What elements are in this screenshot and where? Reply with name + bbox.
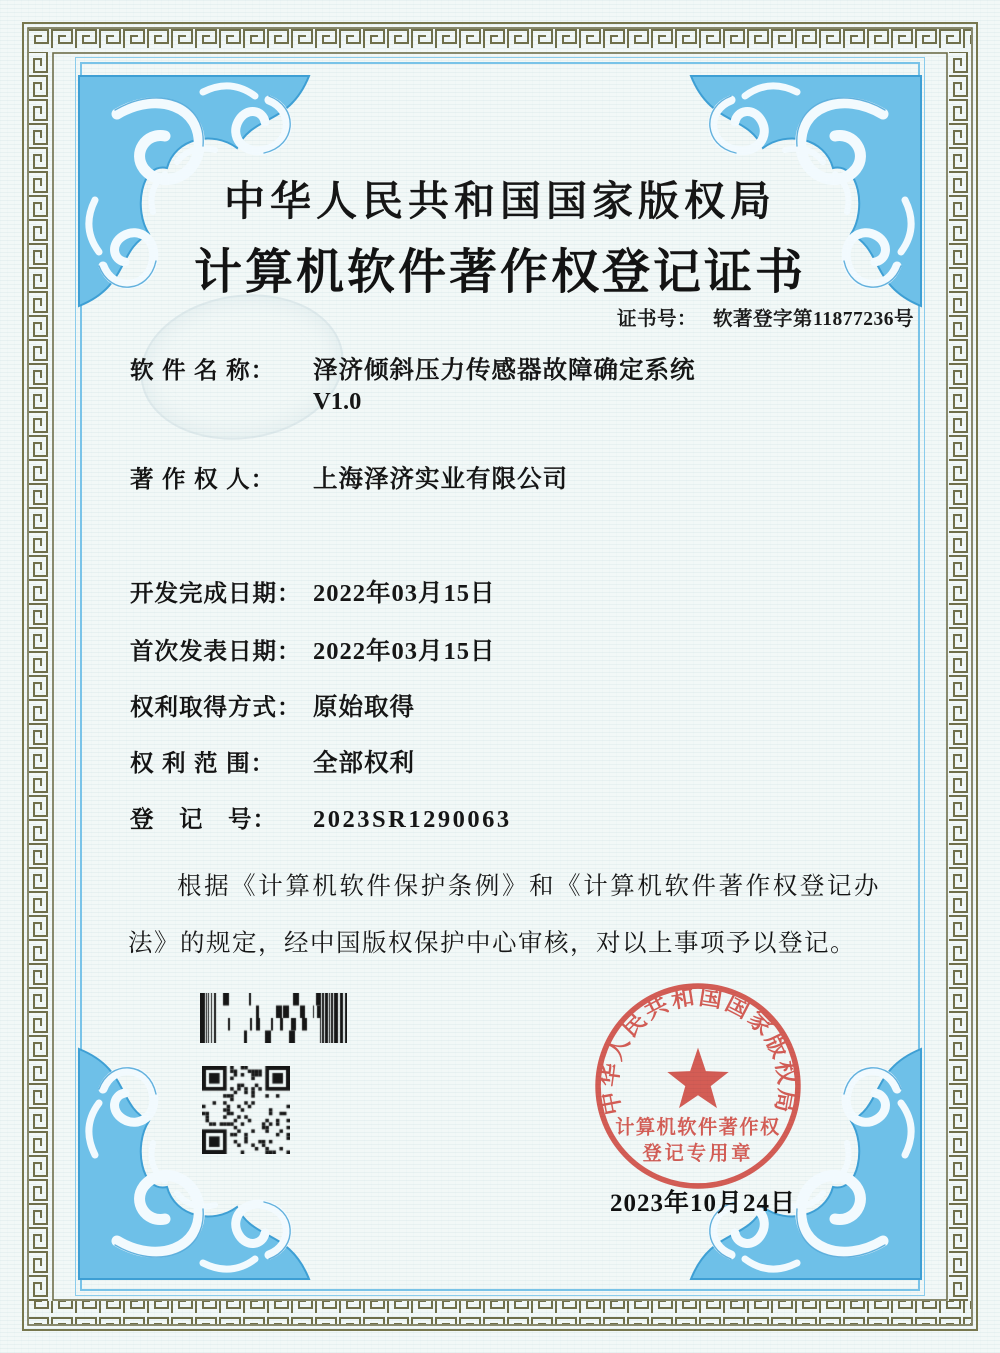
certificate-number-label: 证书号： bbox=[617, 309, 698, 330]
field-value-rights-scope: 全部权利 bbox=[313, 750, 415, 777]
qr-code-image bbox=[202, 1066, 290, 1154]
seal-line1: 计算机软件著作权 bbox=[615, 1117, 781, 1139]
official-seal bbox=[592, 980, 804, 1192]
certificate-title: 计算机软件著作权登记证书 bbox=[193, 246, 806, 299]
field-value-copyright-owner: 上海泽济实业有限公司 bbox=[313, 466, 568, 493]
field-label-copyright-owner: 著 作 权 人： bbox=[130, 466, 276, 492]
field-row-first-publish-date bbox=[130, 632, 496, 667]
seal-line2: 登记专用章 bbox=[642, 1143, 754, 1165]
certificate-number bbox=[617, 303, 914, 331]
certificate-number-value: 软著登字第11877236号 bbox=[713, 309, 914, 330]
field-value-dev-complete-date: 2022年03月15日 bbox=[313, 580, 496, 607]
issuing-authority: 中华人民共和国国家版权局 bbox=[224, 178, 776, 224]
star-icon bbox=[667, 1048, 728, 1108]
field-label-first-publish-date: 首次发表日期： bbox=[130, 638, 302, 664]
field-value-acquisition-method: 原始取得 bbox=[313, 694, 415, 721]
field-row-rights-scope bbox=[130, 744, 415, 779]
field-value-registration-number: 2023SR1290063 bbox=[313, 806, 512, 833]
field-label-dev-complete-date: 开发完成日期： bbox=[130, 580, 302, 606]
field-label-rights-scope: 权 利 范 围： bbox=[130, 750, 276, 776]
field-row-copyright-owner bbox=[130, 460, 568, 495]
field-value-first-publish-date: 2022年03月15日 bbox=[313, 638, 496, 665]
field-row-acquisition-method bbox=[130, 688, 415, 723]
field-row-dev-complete-date bbox=[130, 574, 496, 609]
issue-date: 2023年10月24日 bbox=[610, 1190, 797, 1217]
field-value-software-name: 泽济倾斜压力传感器故障确定系统 bbox=[313, 357, 696, 384]
field-row-software-name bbox=[130, 351, 696, 386]
field-row-registration-number bbox=[130, 800, 512, 834]
software-version: V1.0 bbox=[313, 388, 362, 415]
field-label-software-name: 软 件 名 称： bbox=[130, 357, 276, 383]
registration-statement: 根据《计算机软件保护条例》和《计算机软件著作权登记办法》的规定，经中国版权保护中心审核，对以上事项予以登记。 bbox=[128, 873, 880, 957]
seal-arc-text: 中华人民共和国国家版权局 bbox=[595, 983, 801, 1118]
barcode-image bbox=[200, 993, 347, 1043]
field-label-registration-number: 登 记 号： bbox=[130, 806, 277, 832]
field-label-acquisition-method: 权利取得方式： bbox=[130, 694, 302, 720]
